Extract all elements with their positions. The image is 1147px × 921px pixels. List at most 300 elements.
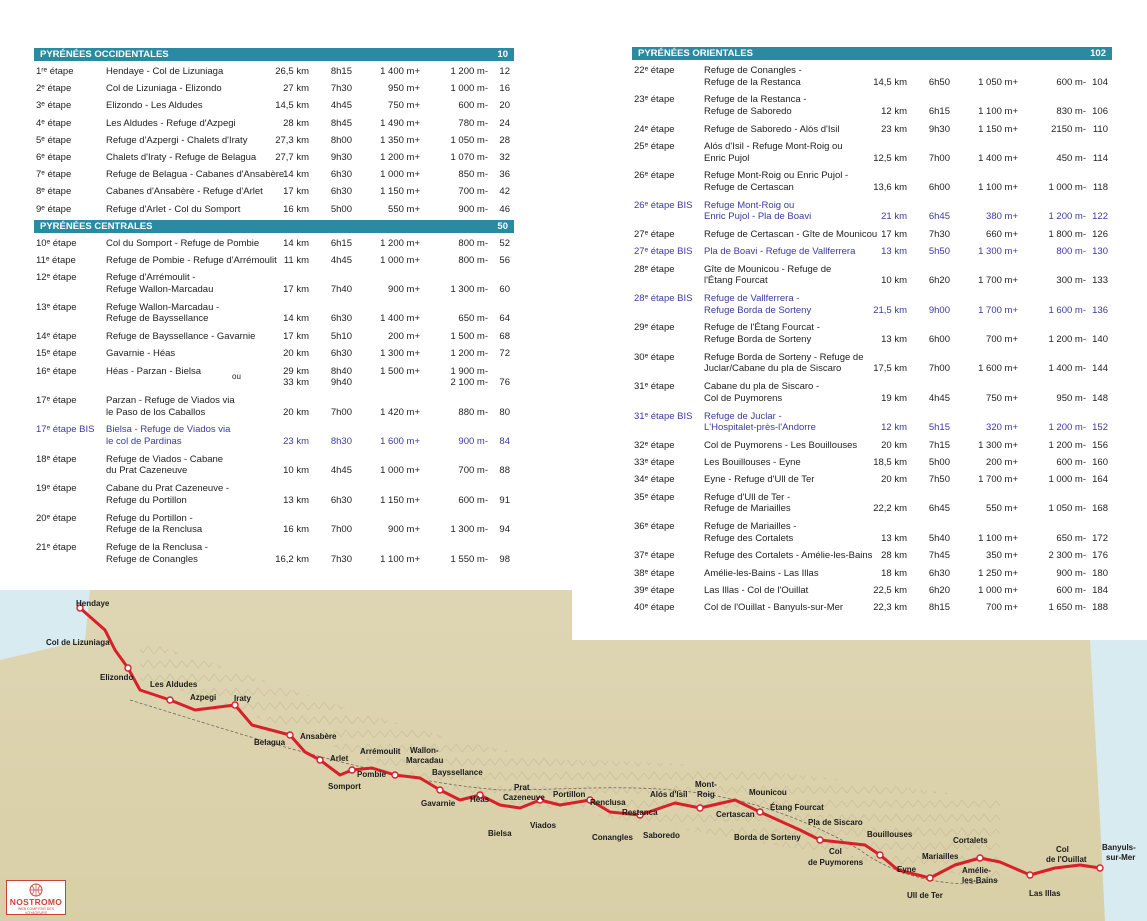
- stage-route: Parzan - Refuge de Viados via: [106, 395, 235, 406]
- stage-row: [634, 550, 1114, 565]
- stage-route: Enric Pujol - Pla de Boavi: [704, 211, 812, 223]
- stage-descent: 1 800 m-: [1048, 229, 1086, 241]
- stage-distance-alt: 33 km: [283, 377, 309, 389]
- map-place-label: Col de Lizuniaga: [46, 638, 110, 647]
- stage-ascent: 1 700 m+: [978, 275, 1018, 287]
- stage-page: 130: [1092, 246, 1108, 258]
- stage-duration: 7h45: [928, 550, 950, 562]
- map-place-label: Arlet: [330, 754, 349, 763]
- stage-ascent: 660 m+: [986, 229, 1018, 241]
- stage-distance: 21 km: [881, 211, 907, 223]
- stage-route: Refuge d'Arlet - Col du Somport: [106, 203, 241, 215]
- stage-route: Alós d'Isil - Refuge Mont-Roig ou: [704, 141, 843, 152]
- stage-page: 84: [499, 435, 510, 447]
- stage-descent: 1 200 m-: [1048, 440, 1086, 451]
- map-place-label: Borda de Sorteny: [734, 833, 801, 842]
- stage-number: 11ᵉ étape: [36, 255, 76, 267]
- stage-route: Refuge Wallon-Marcadau: [106, 283, 214, 295]
- stage-distance: 27 km: [283, 83, 309, 95]
- stage-descent: 600 m-: [458, 100, 488, 112]
- stage-descent: 850 m-: [458, 169, 488, 181]
- stage-ascent: 950 m+: [388, 83, 420, 95]
- stage-route: Refuge de la Renclusa -: [106, 542, 208, 553]
- stage-duration: 8h00: [330, 134, 352, 146]
- stage-distance: 12,5 km: [873, 152, 907, 164]
- stage-duration: 9h30: [330, 152, 352, 163]
- stage-ascent: 1 400 m+: [978, 152, 1018, 164]
- stage-duration: 7h00: [928, 363, 950, 375]
- stage-descent: 600 m-: [1056, 584, 1086, 596]
- stage-route: Juclar/Cabane du pla de Siscaro: [704, 363, 842, 375]
- stage-descent: 800 m-: [458, 238, 488, 249]
- section-page: 102: [1090, 48, 1106, 59]
- stage-route: Col de l'Ouillat - Banyuls-sur-Mer: [704, 602, 844, 613]
- map-place-label: Saboredo: [643, 831, 680, 840]
- stage-route: Cabanes d'Ansabère - Refuge d'Arlet: [106, 186, 263, 198]
- stage-duration: 9h00: [928, 304, 950, 316]
- stage-route: Les Aldudes - Refuge d'Azpegi: [106, 117, 236, 129]
- stage-row: [36, 83, 516, 98]
- stage-page: 52: [499, 238, 510, 249]
- stage-route: Pla de Boavi - Refuge de Vallferrera: [704, 246, 856, 258]
- stage-row: [36, 238, 516, 253]
- stage-ascent: 1 700 m+: [978, 474, 1018, 486]
- stages-panel-left: [0, 0, 572, 590]
- stage-distance: 16 km: [283, 524, 309, 536]
- stage-number: 27ᵉ étape: [634, 229, 675, 241]
- map-place-label: Hendaye: [76, 599, 110, 608]
- stage-number: 16ᵉ étape: [36, 365, 77, 377]
- stage-duration: 6h00: [928, 181, 950, 193]
- stage-ascent: 700 m+: [986, 602, 1018, 613]
- stage-number: 29ᵉ étape: [634, 322, 675, 334]
- stage-route: Refuge Mont-Roig ou Enric Pujol -: [704, 170, 849, 182]
- stage-route: le Paso de los Caballos: [106, 406, 206, 418]
- stage-ascent: 1 300 m+: [978, 246, 1018, 258]
- stage-row: [36, 169, 516, 184]
- stage-row: [634, 322, 1114, 345]
- stage-duration: 7h15: [928, 440, 950, 451]
- stage-distance: 22,5 km: [873, 584, 907, 596]
- stage-row: [634, 65, 1114, 88]
- stage-duration: 5h10: [330, 331, 352, 343]
- stage-page: 160: [1092, 457, 1108, 469]
- stage-number: 28ᵉ étape BIS: [634, 293, 693, 304]
- stage-ascent: 1 300 m+: [978, 440, 1018, 451]
- stage-number: 20ᵉ étape: [36, 512, 77, 524]
- stage-number: 34ᵉ étape: [634, 474, 675, 486]
- stage-descent: 1 050 m-: [450, 134, 488, 146]
- stage-duration: 5h50: [928, 246, 950, 258]
- stage-number: 35ᵉ étape: [634, 491, 675, 503]
- stage-descent: 650 m-: [458, 313, 488, 325]
- stage-number: 40ᵉ étape: [634, 602, 675, 613]
- stage-page: 16: [499, 83, 510, 95]
- stage-descent: 1 000 m-: [1048, 474, 1086, 486]
- stage-number: 31ᵉ étape BIS: [634, 410, 693, 422]
- stage-row: [36, 424, 516, 447]
- stage-page: 144: [1092, 363, 1108, 375]
- stage-page: 148: [1092, 392, 1108, 404]
- stage-ascent: 1 600 m+: [380, 435, 420, 447]
- stage-distance: 14 km: [283, 169, 309, 181]
- stage-row: [634, 170, 1114, 193]
- stage-descent: 650 m-: [1056, 532, 1086, 544]
- stage-number: 2ᵉ étape: [36, 83, 72, 95]
- stage-ascent: 1 420 m+: [380, 406, 420, 418]
- stage-descent: 1 200 m-: [1048, 211, 1086, 223]
- map-place-label: Renclusa: [590, 798, 626, 807]
- stage-distance: 11 km: [283, 255, 309, 267]
- map-place-label: Banyuls-: [1102, 843, 1136, 852]
- stage-ascent: 1 400 m+: [380, 66, 420, 77]
- map-place-label: Col: [829, 847, 842, 856]
- section-header: [34, 220, 514, 233]
- stage-row: [36, 135, 516, 150]
- map-place-label: Amélie-: [962, 866, 991, 875]
- stage-ascent: 1 000 m+: [978, 584, 1018, 596]
- map-place-label: Héas: [470, 795, 490, 804]
- stage-page: 180: [1092, 567, 1108, 579]
- stage-route: Refuge du Portillon: [106, 494, 187, 506]
- stage-route: Refuge de l'Étang Fourcat -: [704, 322, 820, 334]
- stage-route: Refuge de Certascan: [704, 181, 794, 193]
- stage-ascent: 1 150 m+: [978, 123, 1018, 135]
- section-header: [34, 48, 514, 61]
- stage-descent: 1 070 m-: [450, 152, 488, 163]
- stage-route: Refuge de la Restanca: [704, 76, 801, 88]
- stage-distance: 27,7 km: [275, 152, 309, 163]
- section-header: [632, 47, 1112, 60]
- stage-route: Refuge du Portillon -: [106, 512, 193, 524]
- stage-descent: 900 m-: [1056, 567, 1086, 579]
- stage-duration: 7h30: [928, 229, 950, 241]
- stage-page: 168: [1092, 503, 1108, 515]
- stage-number: 6ᵉ étape: [36, 152, 72, 163]
- stage-ascent: 1 000 m+: [380, 169, 420, 181]
- stage-page: 20: [499, 100, 510, 112]
- stage-row: [634, 585, 1114, 600]
- stage-route: Refuge de Certascan - Gîte de Mounicou: [704, 229, 878, 241]
- map-place-label: Alós d'Isil: [650, 790, 688, 799]
- stage-distance: 28 km: [283, 117, 309, 129]
- stage-page: 176: [1092, 550, 1108, 562]
- stage-route: Col de Puymorens: [704, 392, 783, 404]
- stage-distance: 14 km: [283, 238, 309, 249]
- stage-route: Refuge Wallon-Marcadau -: [106, 301, 220, 313]
- stage-ascent: 1 100 m+: [978, 181, 1018, 193]
- stage-number: 26ᵉ étape BIS: [634, 199, 693, 211]
- stage-number: 36ᵉ étape: [634, 521, 675, 532]
- map-place-label: Cortalets: [953, 836, 988, 845]
- stage-distance: 10 km: [283, 465, 309, 477]
- stage-ascent: 700 m+: [986, 333, 1018, 345]
- section-title: PYRÉNÉES ORIENTALES: [638, 48, 753, 59]
- stage-ascent: 1 250 m+: [978, 567, 1018, 579]
- stage-number: 10ᵉ étape: [36, 238, 77, 249]
- stage-number: 12ᵉ étape: [36, 272, 77, 284]
- stage-number: 14ᵉ étape: [36, 331, 77, 343]
- stage-distance: 28 km: [881, 550, 907, 562]
- map-place-label: Cazeneuve: [503, 793, 545, 802]
- map-place-label: Certascan: [716, 810, 755, 819]
- map-place-label: Wallon-: [410, 746, 439, 755]
- stage-descent: 2150 m-: [1051, 123, 1086, 135]
- stage-row: [36, 255, 516, 270]
- stage-row: [36, 512, 516, 536]
- stage-number: 23ᵉ étape: [634, 94, 675, 106]
- stage-descent: 880 m-: [458, 406, 488, 418]
- stage-duration: 4h45: [330, 465, 352, 477]
- map-place-label: Gavarnie: [421, 799, 456, 808]
- stage-ascent: 900 m+: [388, 524, 420, 536]
- stage-row: [634, 381, 1114, 404]
- stage-row: [634, 293, 1114, 316]
- stage-duration: 6h45: [928, 211, 950, 223]
- stage-page: 152: [1092, 422, 1108, 434]
- stage-page: 140: [1092, 333, 1108, 345]
- stage-route: Refuge de la Restanca -: [704, 94, 807, 106]
- stage-row: [634, 568, 1114, 583]
- stage-row: [634, 602, 1114, 617]
- stage-route: Las Illas - Col de l'Ouillat: [704, 584, 809, 596]
- stage-distance: 20 km: [881, 440, 907, 451]
- stage-route: Eyne - Refuge d'Ull de Ter: [704, 474, 815, 486]
- stage-page: 106: [1092, 105, 1108, 117]
- stage-route: Col de Puymorens - Les Bouillouses: [704, 440, 858, 451]
- stage-page: 133: [1092, 275, 1108, 287]
- map-place-label: sur-Mer: [1106, 853, 1136, 862]
- stage-page: 164: [1092, 474, 1108, 486]
- stage-distance: 12 km: [881, 105, 907, 117]
- stage-distance: 13 km: [881, 333, 907, 345]
- stage-number: 21ᵉ étape: [36, 542, 77, 553]
- stage-route: Refuge Borda de Sorteny - Refuge de: [704, 351, 864, 363]
- stage-distance: 16 km: [283, 203, 309, 215]
- stage-route: Elizondo - Les Aldudes: [106, 100, 203, 112]
- stage-page: 98: [499, 553, 510, 565]
- stage-duration: 7h00: [330, 524, 352, 536]
- stage-duration: 7h30: [330, 83, 352, 95]
- stage-route: Gîte de Mounicou - Refuge de: [704, 263, 832, 275]
- stage-ascent: 320 m+: [986, 422, 1018, 434]
- stage-ascent: 550 m+: [388, 203, 420, 215]
- stage-page: 110: [1092, 123, 1108, 135]
- stage-route: Refuge de Belagua - Cabanes d'Ansabère: [106, 169, 285, 181]
- map-place-label: Ull de Ter: [907, 891, 943, 900]
- stage-route: Refuge de Conangles -: [704, 65, 802, 76]
- section-title: PYRÉNÉES CENTRALES: [40, 221, 153, 232]
- stage-route: Refuge de Bayssellance: [106, 313, 209, 325]
- stage-descent: 1 550 m-: [450, 553, 488, 565]
- stage-duration: 6h20: [928, 584, 950, 596]
- stage-distance: 23 km: [283, 435, 309, 447]
- stage-ascent: 1 200 m+: [380, 152, 420, 163]
- stage-descent: 1 200 m-: [450, 66, 488, 77]
- stage-page: 188: [1092, 602, 1108, 613]
- stage-distance: 17 km: [283, 331, 309, 343]
- stage-page: 60: [499, 283, 510, 295]
- stage-duration: 7h40: [330, 283, 352, 295]
- map-place-label: Roig: [697, 790, 715, 799]
- stage-row: [634, 521, 1114, 544]
- stage-descent: 900 m-: [458, 203, 488, 215]
- stage-route: Les Bouillouses - Eyne: [704, 457, 801, 469]
- stage-row: [634, 440, 1114, 455]
- stage-page: 36: [499, 169, 510, 181]
- stage-distance: 16,2 km: [275, 553, 309, 565]
- stage-distance: 18,5 km: [873, 457, 907, 469]
- stage-ascent: 1 100 m+: [978, 105, 1018, 117]
- stage-ascent: 1 150 m+: [380, 186, 420, 198]
- stage-page: 46: [499, 203, 510, 215]
- stage-descent: 450 m-: [1056, 152, 1086, 164]
- stage-ascent: 750 m+: [986, 392, 1018, 404]
- map-place-label: Iraty: [234, 694, 251, 703]
- stage-duration: 6h15: [928, 105, 950, 117]
- stage-page: 91: [499, 494, 510, 506]
- stage-ascent: 350 m+: [986, 550, 1018, 562]
- stage-row: [634, 94, 1114, 117]
- stage-descent: 700 m-: [458, 465, 488, 477]
- stage-row: [634, 141, 1114, 164]
- stage-row: [634, 199, 1114, 223]
- stage-page: 64: [499, 313, 510, 325]
- map-place-label: Prat: [514, 783, 530, 792]
- stage-duration: 6h30: [330, 348, 352, 360]
- stage-duration: 5h15: [928, 422, 950, 434]
- stage-route: Refuge Borda de Sorteny: [704, 333, 812, 345]
- stage-distance: 20 km: [881, 474, 907, 486]
- stage-route: Enric Pujol: [704, 152, 750, 164]
- stage-page: 56: [499, 255, 510, 267]
- stage-route: Col de Lizuniaga - Elizondo: [106, 83, 222, 95]
- stage-page: 184: [1092, 584, 1108, 596]
- stage-number: 13ᵉ étape: [36, 301, 77, 313]
- stage-route: le col de Pardinas: [106, 435, 182, 447]
- stage-row: [634, 124, 1114, 139]
- stage-ascent: 750 m+: [388, 100, 420, 112]
- stage-number: 31ᵉ étape: [634, 381, 675, 393]
- stage-descent: 1 050 m-: [1048, 503, 1086, 515]
- stage-ascent: 1 100 m+: [380, 553, 420, 565]
- stage-distance: 26,5 km: [275, 66, 309, 77]
- stage-route: L'Hospitalet-près-l'Andorre: [704, 422, 816, 434]
- stage-route: Refuge Borda de Sorteny: [704, 304, 812, 316]
- stage-ascent: 550 m+: [986, 503, 1018, 515]
- stage-row: [36, 365, 516, 389]
- stage-descent: 700 m-: [458, 186, 488, 198]
- stage-descent: 1 000 m-: [450, 83, 488, 95]
- stage-duration: 6h15: [330, 238, 352, 249]
- stage-descent: 2 300 m-: [1048, 550, 1086, 562]
- stage-row: [634, 229, 1114, 244]
- stage-route: Refuge d'Azpergi - Chalets d'Iraty: [106, 134, 248, 146]
- stage-page: 80: [499, 406, 510, 418]
- stage-route: Refuge de Juclar -: [704, 410, 782, 422]
- stage-ascent: 1 350 m+: [380, 134, 420, 146]
- stage-ascent: 1 500 m+: [380, 365, 420, 377]
- stage-duration: 8h40: [330, 365, 352, 377]
- stage-number: 15ᵉ étape: [36, 348, 77, 360]
- stage-number: 4ᵉ étape: [36, 117, 72, 129]
- stage-distance: 13,6 km: [873, 181, 907, 193]
- stage-distance: 20 km: [283, 348, 309, 360]
- stage-row: [36, 348, 516, 363]
- stage-distance: 12 km: [881, 422, 907, 434]
- stage-row: [36, 395, 516, 418]
- stage-row: [36, 331, 516, 346]
- stage-route: Refuge de Pombie - Refuge d'Arrémoulit: [106, 255, 277, 267]
- stage-number: 37ᵉ étape: [634, 550, 675, 562]
- map-place-label: Bayssellance: [432, 768, 483, 777]
- stage-duration: 6h20: [928, 275, 950, 287]
- stage-duration: 8h15: [928, 602, 950, 613]
- stage-page: 172: [1092, 532, 1108, 544]
- stage-route: Bielsa - Refuge de Viados via: [106, 424, 231, 436]
- stage-distance: 17,5 km: [873, 363, 907, 375]
- map-place-label: Pla de Siscaro: [808, 818, 863, 827]
- map-place-label: Mont-: [695, 780, 717, 789]
- stage-route: l'Étang Fourcat: [704, 275, 768, 287]
- stage-page: 114: [1092, 152, 1108, 164]
- stage-row: [36, 542, 516, 565]
- map-place-label: Mariailles: [922, 852, 959, 861]
- stage-duration: 8h30: [330, 435, 352, 447]
- stage-distance: 14,5 km: [873, 76, 907, 88]
- stage-row: [36, 453, 516, 477]
- stage-duration: 7h00: [928, 152, 950, 164]
- stage-route: Refuge des Cortalets: [704, 532, 794, 544]
- stage-route: Refuge de Bayssellance - Gavarnie: [106, 331, 256, 343]
- stage-distance: 13 km: [283, 494, 309, 506]
- stage-row: [36, 100, 516, 115]
- stage-route: Cabane du Prat Cazeneuve -: [106, 483, 230, 495]
- stage-row: [634, 263, 1114, 287]
- stage-page: 118: [1092, 181, 1108, 193]
- stage-number: 5ᵉ étape: [36, 134, 72, 146]
- stage-route: Refuge de Vallferrera -: [704, 293, 800, 304]
- stage-duration: 7h30: [330, 553, 352, 565]
- nostromo-logo: [6, 880, 66, 915]
- stage-descent: 800 m-: [1056, 246, 1086, 258]
- stage-alt-ou: ou: [232, 371, 241, 381]
- map-place-label: Bouillouses: [867, 830, 913, 839]
- stage-duration: 6h45: [928, 503, 950, 515]
- map-place-label: Belagua: [254, 738, 286, 747]
- stage-row: [36, 152, 516, 167]
- stage-descent: 1 200 m-: [1048, 333, 1086, 345]
- stage-route: Chalets d'Iraty - Refuge de Belagua: [106, 152, 257, 163]
- section-title: PYRÉNÉES OCCIDENTALES: [40, 49, 169, 60]
- map-place-label: Arrémoulit: [360, 747, 401, 756]
- stage-duration: 8h45: [330, 117, 352, 129]
- stage-distance: 14,5 km: [275, 100, 309, 112]
- stage-descent-alt: 2 100 m-: [450, 377, 488, 389]
- stage-duration: 6h50: [928, 76, 950, 88]
- stage-ascent: 1 300 m+: [380, 348, 420, 360]
- stage-row: [634, 351, 1114, 375]
- stage-descent: 1 400 m-: [1048, 363, 1086, 375]
- stage-duration: 4h45: [928, 392, 950, 404]
- stage-ascent: 1 400 m+: [380, 313, 420, 325]
- stage-distance: 17 km: [881, 229, 907, 241]
- stage-number: 30ᵉ étape: [634, 351, 675, 363]
- map-place-label: Pombie: [357, 770, 386, 779]
- map-place-label: de Puymorens: [808, 858, 864, 867]
- stage-row: [36, 66, 516, 81]
- stage-route: Refuge de Mariailles: [704, 503, 791, 515]
